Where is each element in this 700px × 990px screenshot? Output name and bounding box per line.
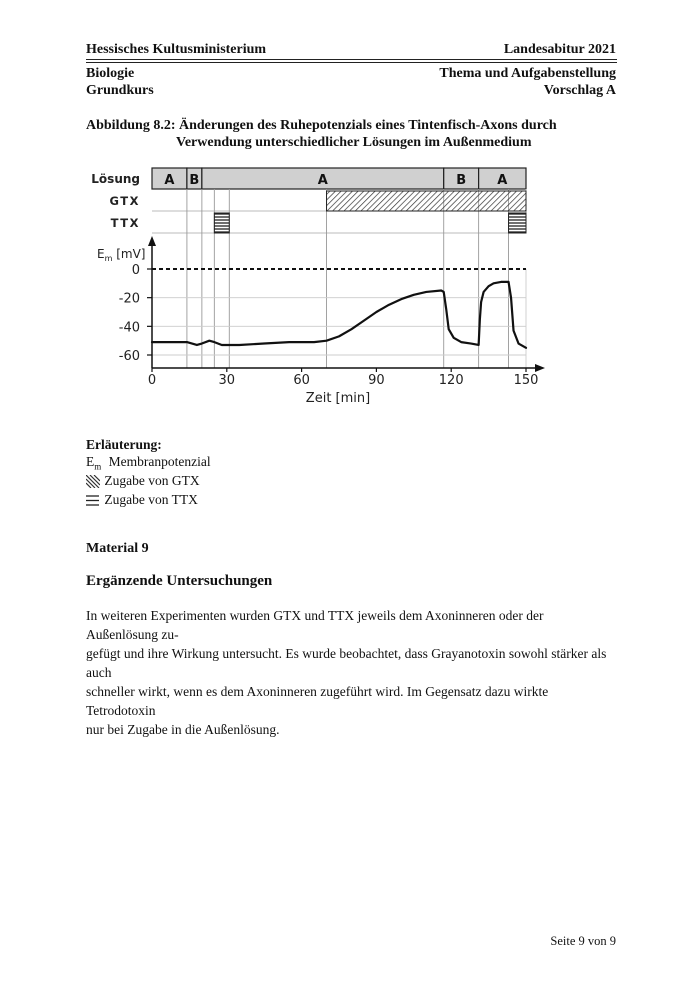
legend-em-text: Membranpotenzial: [108, 454, 211, 469]
legend-gtx-text: Zugabe von GTX: [104, 473, 200, 488]
proposal: Vorschlag A: [543, 83, 616, 98]
gtx-hatch-icon: [86, 475, 100, 488]
header-exam: Landesabitur 2021: [503, 42, 616, 57]
material-heading: Ergänzende Untersuchungen: [86, 573, 273, 589]
x-tick-label: 0: [147, 373, 157, 388]
header-ministry: Hessisches Kultusministerium: [86, 42, 267, 57]
membrane-potential-chart: [0, 0, 700, 420]
y-tick-label: -60: [118, 349, 140, 364]
solution-segment-label: A: [497, 173, 508, 188]
paragraph-line: nur bei Zugabe in die Außenlösung.: [86, 722, 280, 737]
ttx-row-label: TTX: [110, 216, 140, 230]
y-tick-label: -40: [118, 320, 140, 336]
topic: Thema und Aufgabenstellung: [439, 66, 616, 81]
legend-title: Erläuterung:: [86, 437, 162, 452]
x-axis-arrow: [535, 364, 545, 372]
membrane-potential-line: [152, 282, 526, 348]
legend-ttx: [86, 492, 198, 508]
ttx-period: [509, 213, 526, 233]
subject: Biologie: [86, 66, 135, 81]
material-label: Material 9: [86, 541, 149, 556]
legend-em: [86, 454, 211, 472]
page-number: Seite 9 von 9: [550, 934, 616, 948]
y-axis-arrow: [148, 236, 156, 246]
y-tick-label: 0: [131, 263, 140, 278]
legend-gtx: [86, 473, 200, 489]
figure-caption-line1: Abbildung 8.2: Änderungen des Ruhepotenzials eines Tintenfisch-Axons durch: [86, 118, 557, 133]
ttx-period: [214, 213, 229, 233]
solution-segment-label: A: [317, 173, 328, 188]
legend-ttx-text: Zugabe von TTX: [104, 492, 198, 507]
y-tick-label: -20: [118, 291, 140, 307]
x-tick-label: 30: [218, 373, 236, 388]
y-axis-label: $E_m$ [mV]: [97, 247, 146, 263]
ttx-lines-icon: [86, 494, 100, 507]
solution-segment-label: B: [456, 173, 467, 188]
course: Grundkurs: [86, 83, 154, 98]
material-paragraph: [86, 606, 618, 739]
gtx-period: [327, 191, 526, 211]
solution-segment-label: A: [164, 173, 175, 188]
figure-caption-line2: Verwendung unterschiedlicher Lösungen im Außenmedium: [176, 135, 532, 150]
x-tick-label: 120: [438, 373, 464, 388]
x-tick-label: 60: [293, 373, 310, 388]
gtx-row-label: GTX: [109, 194, 140, 208]
x-tick-label: 90: [368, 373, 385, 388]
x-axis-label: Zeit [min]: [305, 391, 371, 406]
legend-em-symbol: $E_m$: [86, 454, 102, 472]
solution-row-label: Lösung: [91, 172, 140, 186]
paragraph-line: schneller wirkt, wenn es dem Axoninneren zugeführt wird. Im Gegensatz dazu wirkte Tetrodotoxin: [86, 684, 549, 718]
paragraph-line: In weiteren Experimenten wurden GTX und TTX jeweils dem Axoninneren oder der Außenlösung zu-: [86, 608, 544, 642]
x-tick-label: 150: [513, 373, 539, 388]
paragraph-line: gefügt und ihre Wirkung untersucht. Es wurde beobachtet, dass Grayanotoxin sowohl stärker als auch: [86, 646, 607, 680]
solution-segment-label: B: [189, 173, 200, 188]
